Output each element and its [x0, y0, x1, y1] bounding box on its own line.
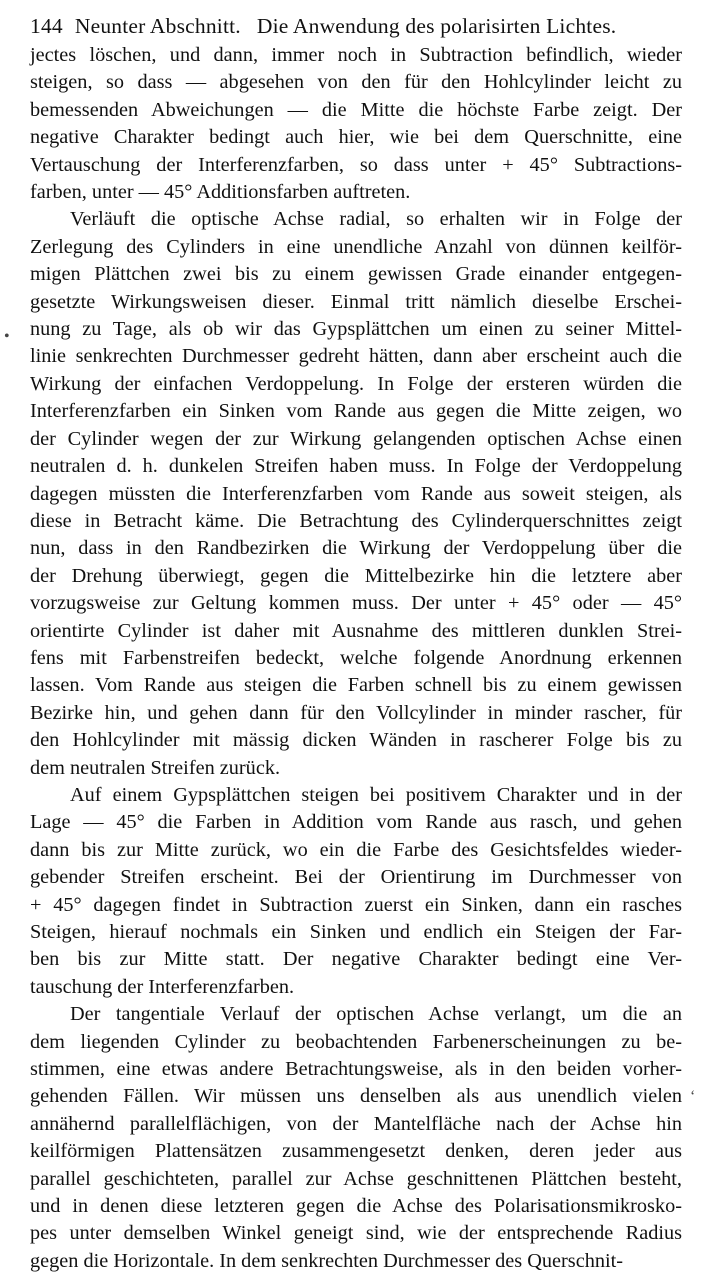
- text-line: neutralen d. h. dunkelen Streifen haben muss. In Folge der Verdoppelung: [30, 455, 682, 478]
- text-line: dagegen müssten die Interferenzfarben vom Rande aus soweit steigen, als: [30, 482, 682, 505]
- text-line: nun, dass in den Randbezirken die Wirkung der Verdoppelung über die: [30, 537, 682, 560]
- text-line: pes unter demselben Winkel geneigt sind, wie der entsprechende Radius: [30, 1222, 682, 1245]
- text-line: vorzugsweise zur Geltung kommen muss. Der unter + 45° oder — 45°: [30, 592, 682, 615]
- paragraph: [30, 782, 682, 1001]
- body-text: [30, 42, 682, 1275]
- text-line: steigen, so dass — abgesehen von den für den Hohlcylinder leicht zu: [30, 71, 682, 94]
- text-line: der Cylinder wegen der zur Wirkung gelangenden optischen Achse einen: [30, 427, 682, 450]
- margin-mark: •: [4, 328, 10, 345]
- text-line: keilförmigen Plattensätzen zusammengesetzt denken, deren jeder aus: [30, 1140, 682, 1163]
- text-line: dem neutralen Streifen zurück.: [30, 756, 281, 779]
- paragraph: [30, 206, 682, 782]
- text-line: gehenden Fällen. Wir müssen uns denselben als aus unendlich vielen: [30, 1085, 682, 1108]
- text-line: Der tangentiale Verlauf der optischen Achse verlangt, um die an: [70, 1003, 682, 1026]
- text-line: Bezirke hin, und gehen dann für den Vollcylinder in minder rascher, für: [30, 701, 682, 724]
- text-line: tauschung der Interferenzfarben.: [30, 975, 295, 998]
- text-line: der Drehung überwiegt, gegen die Mittelbezirke hin die letztere aber: [30, 564, 682, 587]
- section-title: Neunter Abschnitt.: [74, 14, 241, 38]
- text-line: ben bis zur Mitte statt. Der negative Charakter bedingt eine Ver-: [30, 948, 682, 971]
- text-line: parallel geschichteten, parallel zur Achse geschnittenen Plättchen besteht,: [30, 1167, 682, 1190]
- text-line: dem liegenden Cylinder zu beobachtenden Farbenerscheinungen zu be-: [30, 1030, 682, 1053]
- text-line: negative Charakter bedingt auch hier, wie bei dem Querschnitte, eine: [30, 126, 682, 149]
- text-line: und in denen diese letzteren gegen die Achse des Polarisationsmikrosko-: [30, 1195, 682, 1218]
- text-line: dann bis zur Mitte zurück, wo ein die Farbe des Gesichtsfeldes wieder-: [30, 838, 682, 861]
- text-line: nung zu Tage, als ob wir das Gypsplättchen um einen zu seiner Mittel-: [30, 318, 682, 341]
- text-line: orientirte Cylinder ist daher mit Ausnahme des mittleren dunklen Strei-: [30, 619, 682, 642]
- page-number: 144: [30, 14, 63, 38]
- text-line: + 45° dagegen findet in Subtraction zuerst ein Sinken, dann ein rasches: [30, 893, 682, 916]
- running-header: [30, 10, 682, 42]
- text-line: fens mit Farbenstreifen bedeckt, welche folgende Anordnung erkennen: [30, 646, 682, 669]
- text-line: migen Plättchen zwei bis zu einem gewissen Grade einander entgegen-: [30, 263, 682, 286]
- text-line: farben, unter — 45° Additionsfarben auftreten.: [30, 181, 411, 204]
- text-line: diese in Betracht käme. Die Betrachtung des Cylinderquerschnittes zeigt: [30, 509, 682, 532]
- margin-mark: ʻ: [690, 1088, 696, 1105]
- paragraph: [30, 1001, 682, 1275]
- text-line: gesetzte Wirkungsweisen dieser. Einmal tritt nämlich dieselbe Erschei-: [30, 290, 682, 313]
- text-line: Vertauschung der Interferenzfarben, so dass unter + 45° Subtractions-: [30, 153, 682, 176]
- text-line: gebender Streifen erscheint. Bei der Orientirung im Durchmesser von: [30, 866, 682, 889]
- text-line: Zerlegung des Cylinders in eine unendliche Anzahl von dünnen keilför-: [30, 235, 682, 258]
- text-line: Steigen, hierauf nochmals ein Sinken und endlich ein Steigen der Far-: [30, 921, 682, 943]
- text-line: annähernd parallelflächigen, von der Mantelfläche nach der Achse hin: [30, 1112, 682, 1135]
- text-line: Lage — 45° die Farben in Addition vom Rande aus rasch, und gehen: [30, 811, 682, 834]
- paragraph: [30, 42, 682, 206]
- text-line: linie senkrechten Durchmesser gedreht hätten, dann aber erscheint auch die: [30, 345, 682, 368]
- text-line: bemessenden Abweichungen — die Mitte die höchste Farbe zeigt. Der: [30, 98, 682, 121]
- text-line: Wirkung der einfachen Verdoppelung. In Folge der ersteren würden die: [30, 372, 682, 395]
- text-line: lassen. Vom Rande aus steigen die Farben schnell bis zu einem gewissen: [30, 674, 682, 697]
- text-line: jectes löschen, und dann, immer noch in Subtraction befindlich, wieder: [30, 44, 682, 66]
- text-line: den Hohlcylinder mit mässig dicken Wänden in rascherer Folge bis zu: [30, 729, 682, 752]
- text-line: Verläuft die optische Achse radial, so erhalten wir in Folge der: [70, 208, 682, 231]
- text-line: stimmen, eine etwas andere Betrachtungsweise, als in den beiden vorher-: [30, 1058, 682, 1081]
- chapter-title: Die Anwendung des polarisirten Lichtes.: [256, 14, 617, 38]
- text-line: Auf einem Gypsplättchen steigen bei positivem Charakter und in der: [70, 783, 682, 806]
- text-line: Interferenzfarben ein Sinken vom Rande aus gegen die Mitte zeigen, wo: [30, 400, 682, 423]
- text-line: gegen die Horizontale. In dem senkrechten Durchmesser des Querschnit-: [30, 1249, 624, 1272]
